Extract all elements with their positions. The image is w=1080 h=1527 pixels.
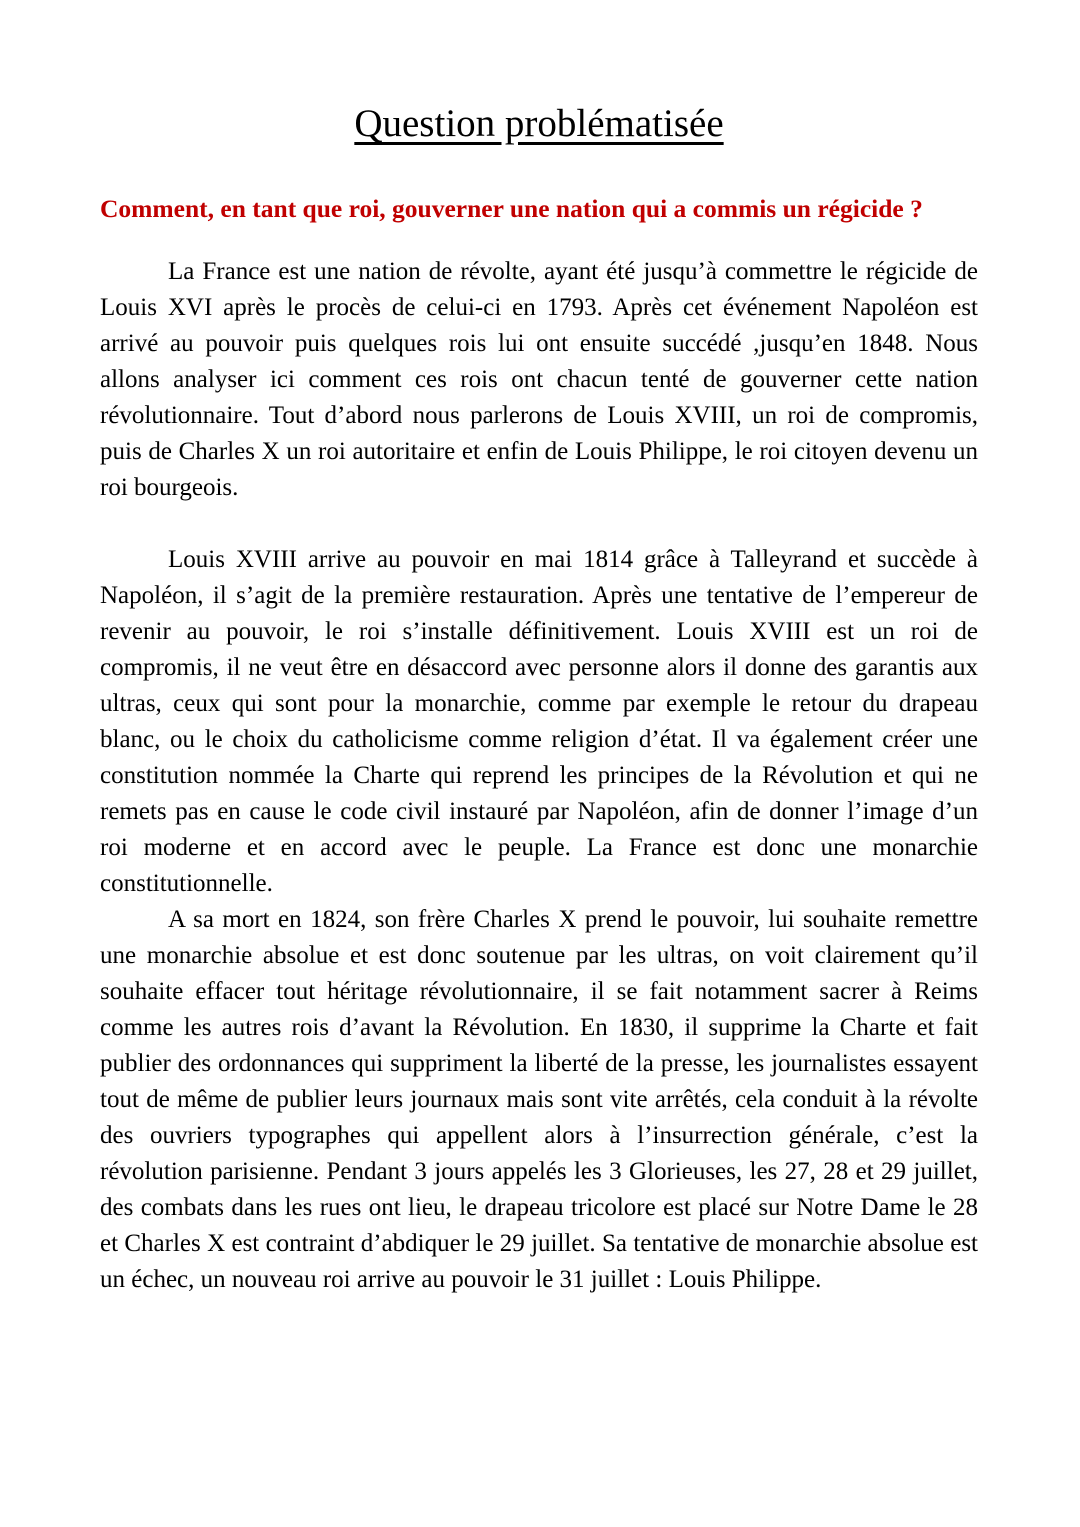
paragraph-spacer [100,506,978,542]
document-content [100,0,978,1298]
paragraph-charles-x: A sa mort en 1824, son frère Charles X prend le pouvoir, lui souhaite remettre une monarchie absolue et est donc soutenue par les ultras, on voit clairement qu’il souhaite effacer tout héritage révolutionnaire, il se fait notamment sacrer à Reims comme les autres rois d’avant la Révolution. En 1830, il supprime la Charte et fait publier des ordonnances qui suppriment la liberté de la presse, les journalistes essayent tout de même de publier leurs journaux mais sont vite arrêtés, cela conduit à la révolte des ouvriers typographes qui appellent alors à l’insurrection générale, c’est la révolution parisienne. Pendant 3 jours appelés les 3 Glorieuses, les 27, 28 et 29 juillet, des combats dans les rues ont lieu, le drapeau tricolore est placé sur Notre Dame le 28 et Charles X est contraint d’abdiquer le 29 juillet. Sa tentative de monarchie absolue est un échec, un nouveau roi arrive au pouvoir le 31 juillet : Louis Philippe. [100,906,978,1294]
paragraph-intro: La France est une nation de révolte, ayant été jusqu’à commettre le régicide de Louis XVI après le procès de celui-ci en 1793. Après cet événement Napoléon est arrivé au pouvoir puis quelques rois lui ont ensuite succédé ,jusqu’en 1848. Nous allons analyser ici comment ces rois ont chacun tenté de gouverner cette nation révolutionnaire. Tout d’abord nous parlerons de Louis XVIII, un roi de compromis, puis de Charles X un roi autoritaire et enfin de Louis Philippe, le roi citoyen devenu un roi bourgeois. [100,258,978,502]
body-text-block [100,226,978,1298]
page-title: Question problématisée [354,102,724,145]
paragraph-louis-xviii: Louis XVIII arrive au pouvoir en mai 1814 grâce à Talleyrand et succède à Napoléon, il s’agit de la première restauration. Après une tentative de l’empereur de revenir au pouvoir, le roi s’installe définitivement. Louis XVIII est un roi de compromis, il ne veut être en désaccord avec personne alors il donne des garantis aux ultras, ceux qui sont pour la monarchie, comme par exemple le retour du drapeau blanc, ou le choix du catholicisme comme religion d’état. Il va également créer une constitution nommée la Charte qui reprend les principes de la Révolution et qui ne remets pas en cause le code civil instauré par Napoléon, afin de donner l’image d’un roi moderne et en accord avec le peuple. La France est donc une monarchie constitutionnelle. [100,546,978,898]
problem-statement-heading: Comment, en tant que roi, gouverner une nation qui a commis un régicide ? [100,194,923,223]
